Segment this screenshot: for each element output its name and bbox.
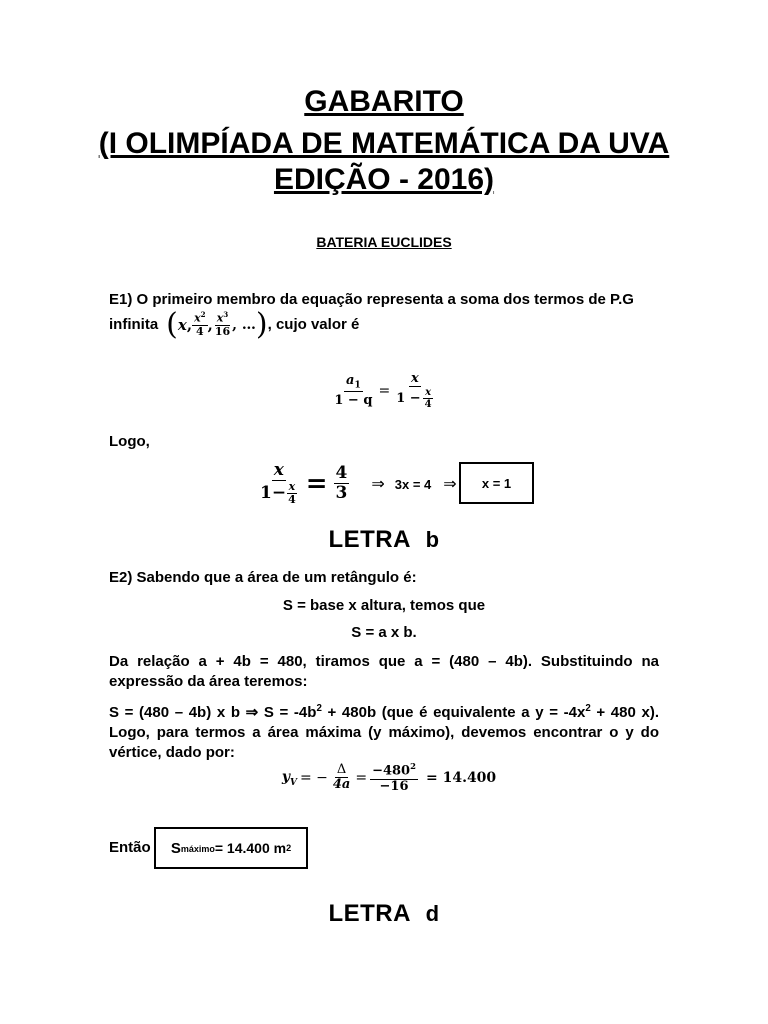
formula-sum-pg bbox=[0, 372, 768, 411]
p2-part-c: + 480 x). Logo, para termos a área máxima (y máximo), devemos encontrar o y do vértice, dado por: bbox=[109, 704, 659, 761]
p2-part-b: + 480b (que é equivalente a y = -4x bbox=[321, 704, 586, 721]
f2-eq: = bbox=[305, 469, 328, 499]
seq-t2-num: x bbox=[194, 311, 201, 325]
section-title: BATERIA EUCLIDES bbox=[316, 234, 452, 250]
f1-rhs-den-pre: 1 − bbox=[396, 390, 421, 406]
f2-den-pre: 1− bbox=[260, 483, 287, 504]
letra-letter-e1: b bbox=[425, 527, 440, 552]
p2-part-a: S = (480 – 4b) x b ⇒ S = -4b bbox=[109, 704, 317, 721]
f2-inner-den: 4 bbox=[288, 493, 296, 507]
e2-paragraph-1: Da relação a + 4b = 480, tiramos que a = (480 – 4b). Substituindo na expressão da área teremos: bbox=[109, 653, 659, 690]
box-val: = 14.400 m bbox=[214, 840, 287, 856]
page-title: GABARITO bbox=[304, 85, 464, 118]
seq-comma-2: , bbox=[207, 316, 213, 334]
formula-yv bbox=[0, 762, 768, 795]
seq-t3-num: x bbox=[216, 311, 224, 325]
frac-x-1-x4 bbox=[394, 372, 435, 411]
yv-sub: V bbox=[289, 777, 297, 788]
yv-f1-num: Δ bbox=[336, 762, 347, 778]
p2-sup-2: 2 bbox=[585, 703, 591, 714]
e2-intro: E2) Sabendo que a área de um retângulo é: bbox=[109, 569, 417, 586]
answer-letter-e1 bbox=[0, 526, 768, 554]
entao-word: Então bbox=[109, 839, 151, 856]
yv-eq1: = − bbox=[299, 770, 328, 787]
seq-comma-1: , bbox=[186, 316, 193, 334]
frac-a1-1-q bbox=[332, 374, 374, 409]
letra-word-e1: LETRA bbox=[328, 526, 411, 553]
frac-480-16 bbox=[370, 762, 418, 795]
e1-sequence-line bbox=[109, 305, 359, 345]
f1-den: 1 − q bbox=[334, 393, 373, 409]
frac-delta-4a bbox=[331, 763, 352, 793]
letra-word-e2: LETRA bbox=[328, 900, 411, 927]
frac-4-3 bbox=[334, 464, 350, 503]
yv-y: y bbox=[281, 768, 290, 785]
seq-t3-den: 16 bbox=[214, 325, 231, 339]
seq-term-3 bbox=[213, 311, 232, 338]
f1-inner-den: 4 bbox=[424, 399, 432, 411]
yv-f2-exp: 2 bbox=[410, 761, 416, 771]
e2-area-ab: S = a x b. bbox=[351, 624, 417, 641]
f2-rhs-den: 3 bbox=[335, 483, 348, 504]
seq-term-2 bbox=[192, 311, 208, 338]
page-title-line2: (I OLIMPÍADA DE MATEMÁTICA DA UVA bbox=[98, 127, 670, 160]
f1-sub: 1 bbox=[354, 380, 361, 391]
seq-t2-den: 4 bbox=[196, 325, 204, 339]
seq-t3-exp: 3 bbox=[223, 310, 229, 320]
seq-t2-exp: 2 bbox=[200, 310, 206, 320]
answer-box-e1 bbox=[459, 462, 534, 504]
yv-result: = 14.400 bbox=[425, 770, 497, 787]
f2-num: x bbox=[273, 460, 284, 481]
f1-a: a bbox=[346, 372, 355, 388]
letra-letter-e2: d bbox=[425, 901, 440, 926]
answer-letter-e2 bbox=[0, 900, 768, 928]
f2-inner-num: x bbox=[288, 479, 296, 493]
box-sup: 2 bbox=[286, 843, 292, 853]
step-3x-4: 3x = 4 bbox=[394, 476, 432, 492]
e2-paragraph-2 bbox=[109, 699, 659, 763]
page-title-line3: EDIÇÃO - 2016) bbox=[273, 163, 495, 196]
implies-arrow-2: ⇒ bbox=[443, 476, 457, 493]
open-paren: ( bbox=[166, 307, 178, 342]
yv-eq2: = bbox=[355, 770, 368, 787]
yv-f1-den: 4a bbox=[332, 777, 351, 793]
close-paren: ) bbox=[255, 307, 268, 342]
e2-area-formula: S = base x altura, temos que bbox=[282, 597, 486, 614]
answer-e1: x = 1 bbox=[481, 475, 512, 491]
yv-f2-den: −16 bbox=[379, 778, 409, 794]
infinita-word: infinita bbox=[109, 316, 159, 333]
cujo-valor: , cujo valor é bbox=[267, 316, 360, 333]
seq-term-1: x bbox=[177, 316, 187, 334]
yv-f2-num: −480 bbox=[372, 763, 411, 779]
f1-rhs-num: x bbox=[411, 371, 419, 386]
box-s: S bbox=[170, 839, 181, 857]
f1-eq: = bbox=[378, 383, 391, 400]
e1-solution-line bbox=[258, 458, 457, 510]
implies-arrow-1: ⇒ bbox=[371, 476, 385, 493]
yv-label bbox=[282, 769, 297, 788]
e1-intro: E1) O primeiro membro da equação representa a soma dos termos de P.G bbox=[109, 291, 634, 308]
answer-box-e2 bbox=[154, 827, 308, 869]
seq-dots: , … bbox=[232, 317, 256, 333]
f1-inner-num: x bbox=[425, 387, 432, 399]
box-sub: máximo bbox=[180, 844, 215, 854]
f2-rhs-num: 4 bbox=[335, 463, 348, 484]
p2-sup-1: 2 bbox=[316, 703, 322, 714]
frac-x-over bbox=[258, 461, 300, 506]
logo-word: Logo, bbox=[109, 433, 150, 450]
